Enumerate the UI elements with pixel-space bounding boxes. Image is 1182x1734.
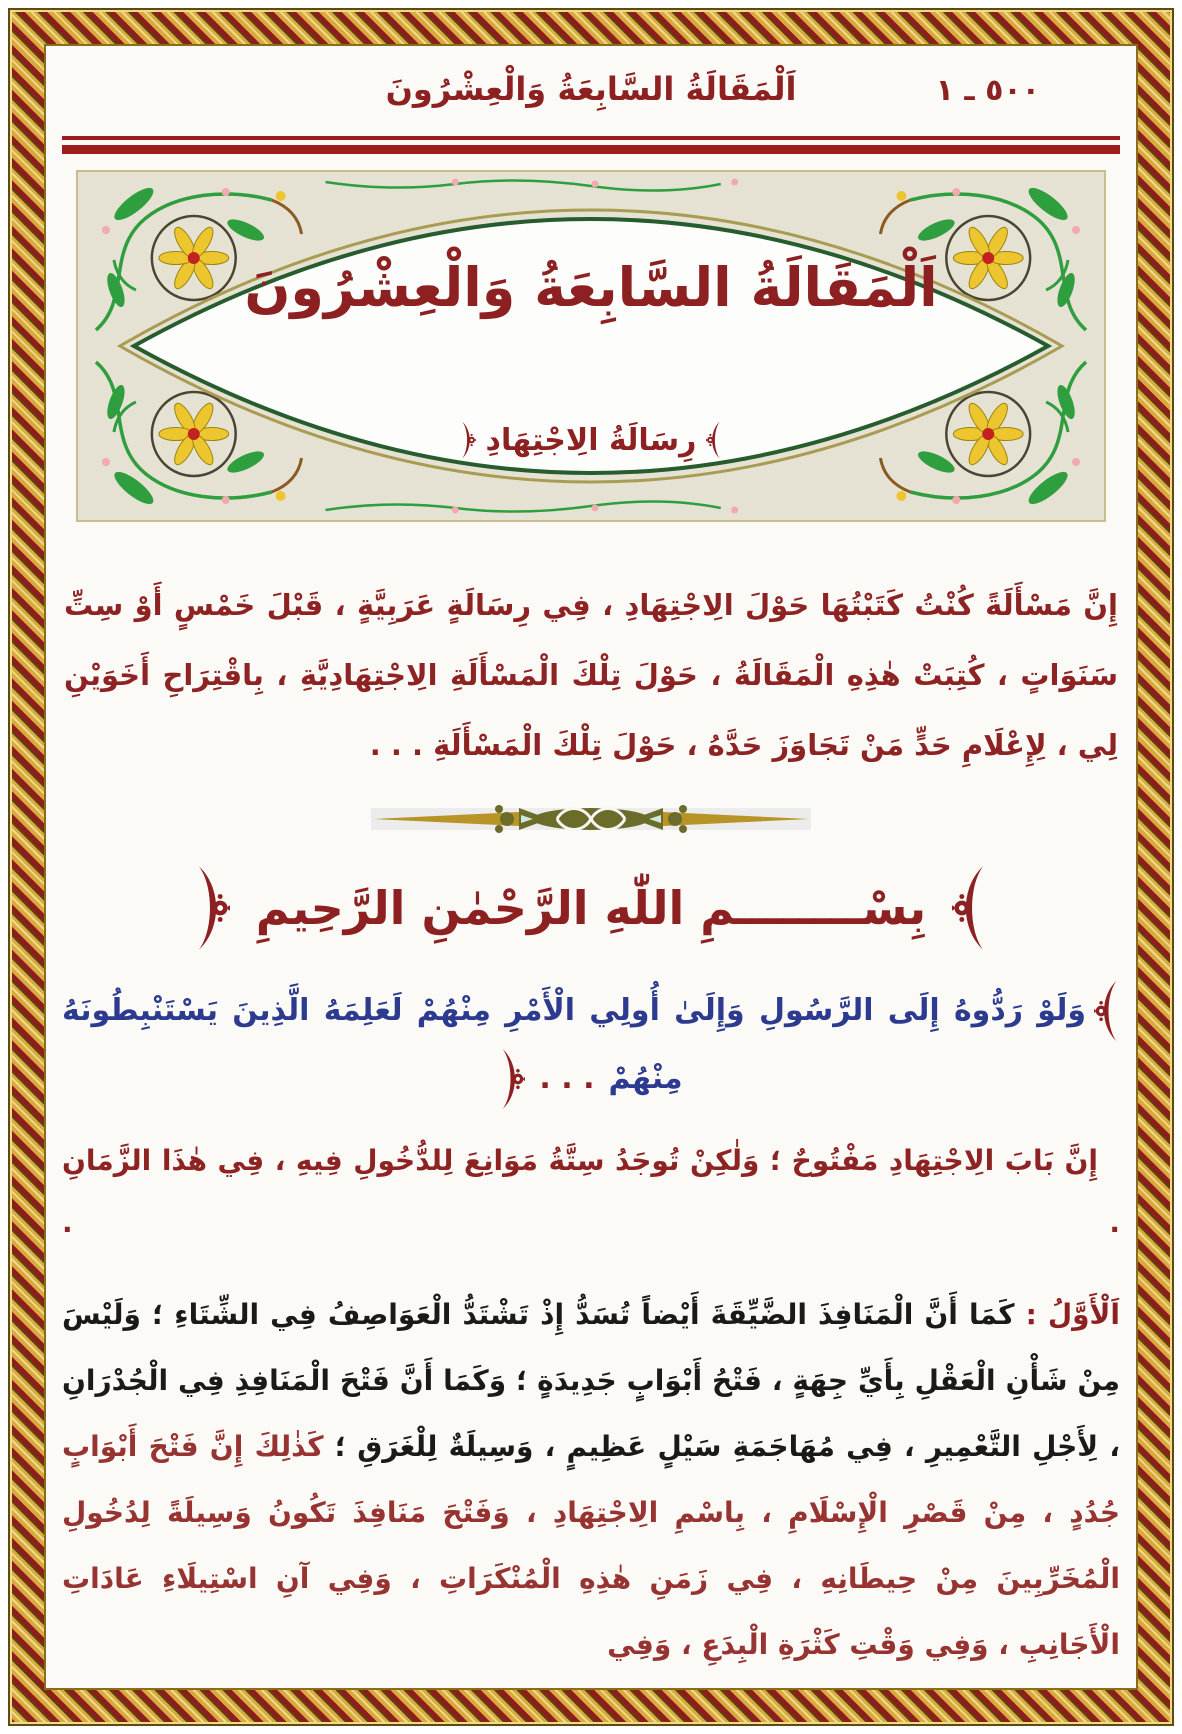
ornamental-title-panel (76, 170, 1106, 522)
section-divider (371, 808, 811, 830)
verse-text: وَلَوْ رَدُّوهُ إِلَى الرَّسُولِ وَإِلَىٰ أُولِي الْأَمْرِ مِنْهُمْ لَعَلِمَهُ الَّذِينَ يَسْتَنْبِطُونَهُ (62, 993, 1086, 1028)
subtitle-open-ornament-icon (706, 420, 722, 460)
basmala-text: بِسْــــــــمِ اللّٰهِ الرَّحْمٰنِ الرَّحِيمِ (255, 881, 927, 935)
header-rule-thin (62, 136, 1120, 140)
obstacle-red-text: كَذٰلِكَ إِنَّ فَتْحَ أَبْوَابٍ جُدُدٍ ، مِنْ قَصْرِ الْإِسْلَامِ ، بِاسْمِ الِاجْتِهَادِ ، وَفَتْحَ مَنَافِذَ تَكُونُ وَسِيلَةً لِدُخُولِ الْمُخَرِّبِينَ مِنْ حِيطَانِهِ ، فِي زَمَنِ هٰذِهِ الْمُنْكَرَاتِ ، وَفِي آنِ اسْتِيلَاءِ عَادَاتِ الْأَجَانِبِ ، وَفِي وَقْتِ كَثْرَةِ الْبِدَعِ ، وَفِي (62, 1430, 1120, 1661)
header-rule-thick (62, 145, 1120, 154)
basmala-left-ornament-icon (194, 862, 230, 954)
verse-close-bracket-icon (499, 1046, 525, 1112)
page-number: ٥٠٠ ـ ١ (935, 73, 1040, 108)
article-title: اَلْمَقَالَةُ السَّابِعَةُ وَالْعِشْرُونَ (244, 256, 938, 319)
obstacles-paragraph (62, 1282, 1120, 1678)
quran-verse (62, 978, 1120, 1044)
intro-paragraph: إِنَّ مَسْأَلَةً كُنْتُ كَتَبْتُهَا حَوْلَ الِاجْتِهَادِ ، فِي رِسَالَةٍ عَرَبِيَّةٍ ، قَبْلَ خَمْسٍ أَوْ سِتِّ سَنَوَاتٍ ، كُتِبَتْ هٰذِهِ الْمَقَالَةُ ، حَوْلَ تِلْكَ الْمَسْأَلَةِ الِاجْتِهَادِيَّةِ ، بِاقْتِرَاحِ أَخَوَيْنِ لِي ، لِإِعْلَامِ حَدٍّ مَنْ تَجَاوَزَ حَدَّهُ ، حَوْلَ تِلْكَ الْمَسْأَلَةِ . . . (64, 588, 1118, 762)
statement-paragraph: إِنَّ بَابَ الِاجْتِهَادِ مَفْتُوحٌ ؛ وَلٰكِنْ تُوجَدُ سِتَّةُ مَوَانِعَ لِلدُّخُولِ فِيهِ ، فِي هٰذَا الزَّمَانِ . . (62, 1144, 1120, 1239)
verse-open-bracket-icon (1094, 978, 1120, 1044)
page-content (44, 44, 1138, 1690)
obstacle-black-text: كَمَا أَنَّ الْمَنَافِذَ الضَّيِّقَةَ أَيْضاً تُسَدُّ إِذْ تَشْتَدُّ الْعَوَاصِفُ فِي الشِّتَاءِ ؛ وَلَيْسَ مِنْ شَأْنِ الْعَقْلِ بِأَيِّ جِهَةٍ ، فَتْحُ أَبْوَابٍ جَدِيدَةٍ ؛ وَكَمَا أَنَّ فَتْحَ الْمَنَافِذِ فِي الْجُدْرَانِ ، لِأَجْلِ التَّعْمِيرِ ، فِي مُهَاجَمَةِ سَيْلٍ عَظِيمٍ ، وَسِيلَةٌ لِلْغَرَقِ ؛ (62, 1298, 1120, 1463)
obstacle-label: اَلْأَوَّلُ : (1014, 1298, 1121, 1331)
quran-verse-continuation (62, 1046, 1120, 1112)
floral-frame-art (76, 170, 1106, 522)
article-subtitle-text: رِسَالَةُ الِاجْتِهَادِ (485, 422, 697, 458)
verse-continuation-word: مِنْهُمْ (608, 1061, 683, 1096)
running-title: اَلْمَقَالَةُ السَّابِعَةُ وَالْعِشْرُونَ (385, 70, 797, 108)
verse-ellipsis: . . . (539, 1061, 595, 1096)
page-header (62, 70, 1120, 126)
subtitle-close-ornament-icon (460, 420, 476, 460)
divider-ornament-icon (371, 797, 811, 841)
article-subtitle (76, 420, 1106, 460)
basmala-block (62, 858, 1120, 958)
basmala-right-ornament-icon (952, 862, 988, 954)
